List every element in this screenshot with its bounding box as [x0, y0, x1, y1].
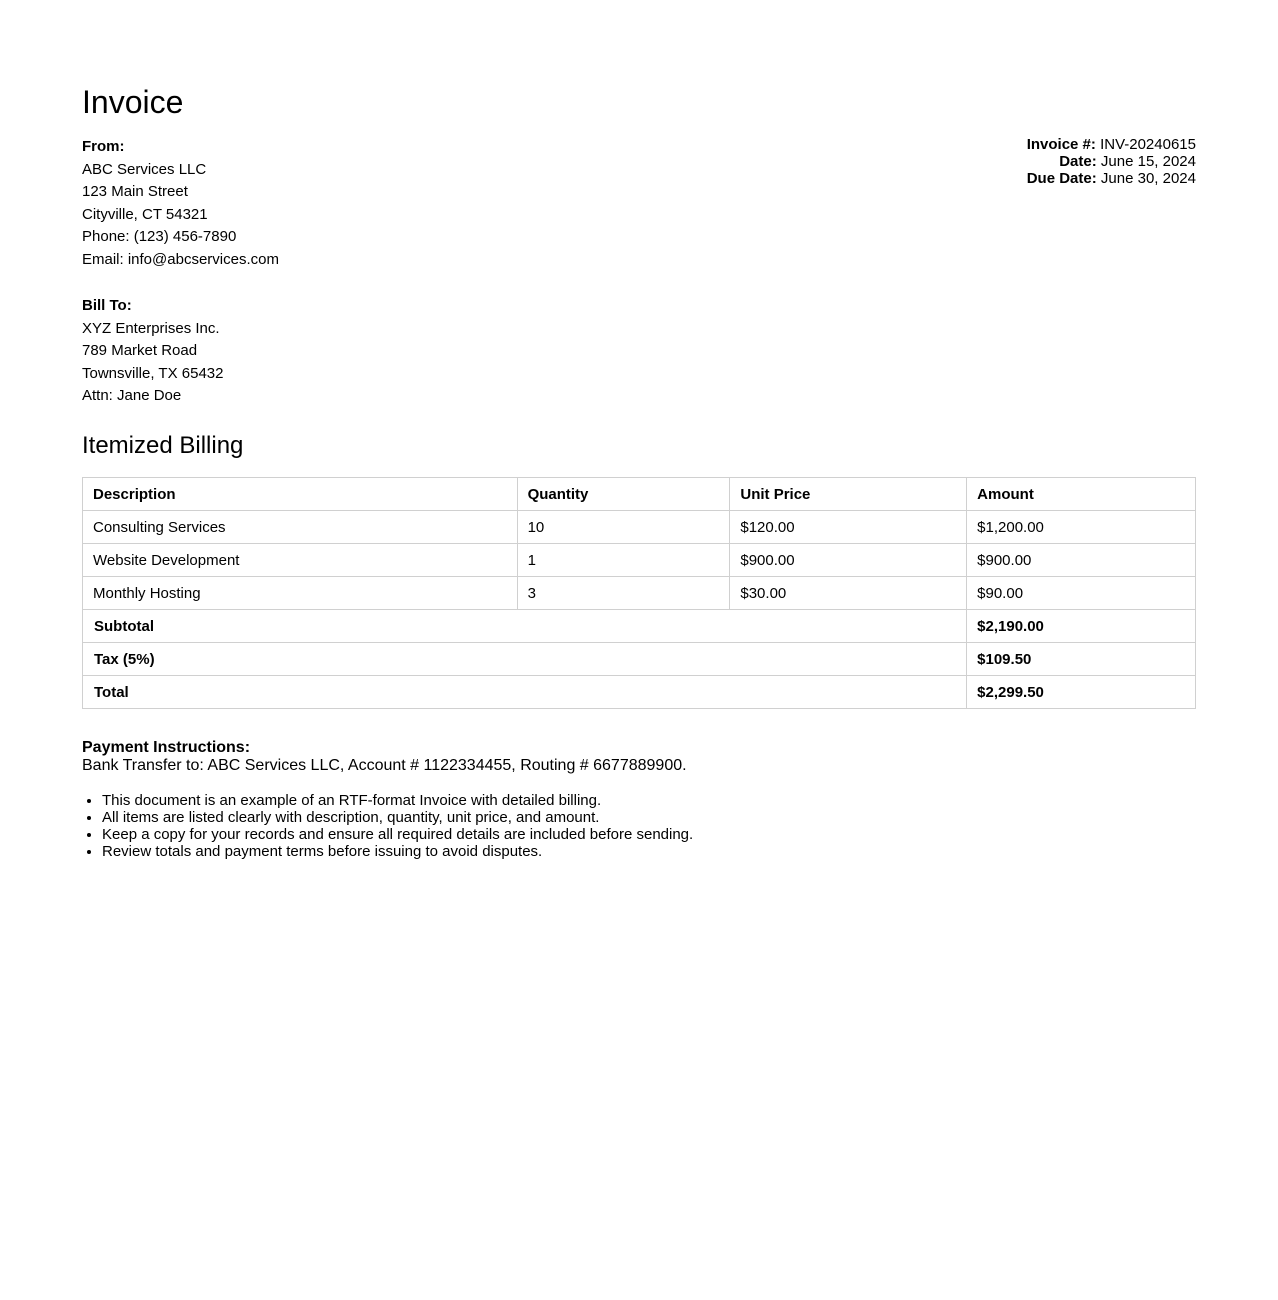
from-heading: From:: [82, 138, 125, 155]
bill-to-attention: Attn: Jane Doe: [82, 387, 182, 404]
invoice-date-value: June 15, 2024: [1100, 153, 1196, 170]
list-item: • All items are listed clearly with description, quantity, unit price, and amount.: [102, 809, 693, 826]
invoice-number-value: INV-20240615: [1100, 136, 1196, 153]
due-date-value: June 30, 2024: [1100, 170, 1196, 187]
item-quantity: 10: [517, 511, 730, 544]
table-row: [83, 577, 1196, 610]
from-city: Cityville, CT 54321: [82, 205, 208, 223]
item-quantity: 1: [517, 544, 730, 577]
item-unit-price: $30.00: [730, 577, 967, 610]
page-title: Invoice: [82, 84, 184, 120]
item-description: Website Development: [83, 544, 518, 577]
due-date-row: [1027, 170, 1196, 187]
item-amount: $1,200.00: [967, 511, 1196, 544]
invoice-date-label: Date:: [1059, 153, 1097, 170]
table-row: [83, 544, 1196, 577]
item-description: Monthly Hosting: [83, 577, 518, 610]
table-header-row: [83, 478, 1196, 511]
invoice-meta: [1027, 136, 1196, 187]
itemized-billing-title: Itemized Billing: [82, 432, 244, 459]
due-date-label: Due Date:: [1026, 170, 1097, 187]
payment-instructions: [82, 739, 687, 775]
subtotal-label: Subtotal: [83, 610, 967, 643]
tax-row: [83, 643, 1196, 676]
list-item: • Review totals and payment terms before issuing to avoid disputes.: [102, 843, 693, 860]
payment-text: Bank Transfer to: ABC Services LLC, Account # 1122334455, Routing # 6677889900.: [82, 757, 687, 774]
item-description: Consulting Services: [83, 511, 518, 544]
invoice-number-label: Invoice #:: [1026, 136, 1096, 153]
total-value: $2,299.50: [967, 676, 1196, 709]
total-label: Total: [83, 676, 967, 709]
from-street: 123 Main Street: [82, 183, 188, 200]
subtotal-row: [83, 610, 1196, 643]
invoice-date-row: [1027, 153, 1196, 170]
list-item: • This document is an example of an RTF-format Invoice with detailed billing.: [102, 792, 693, 809]
from-phone: Phone: (123) 456-7890: [82, 228, 237, 245]
item-unit-price: $120.00: [730, 511, 967, 544]
list-item: • Keep a copy for your records and ensure all required details are included before sending.: [102, 826, 693, 843]
payment-heading: Payment Instructions:: [82, 739, 251, 756]
tax-label: Tax (5%): [83, 643, 967, 676]
bill-to-heading: Bill To:: [82, 297, 132, 314]
item-quantity: 3: [517, 577, 730, 610]
bill-to-street: 789 Market Road: [82, 342, 198, 359]
from-email: Email: info@abcservices.com: [82, 250, 279, 268]
table-row: [83, 511, 1196, 544]
item-unit-price: $900.00: [730, 544, 967, 577]
bill-to-block: [82, 295, 223, 408]
column-header-amount: Amount: [967, 478, 1196, 511]
subtotal-value: $2,190.00: [967, 610, 1196, 643]
total-row: [83, 676, 1196, 709]
from-company: ABC Services LLC: [82, 160, 207, 178]
bill-to-company: XYZ Enterprises Inc.: [82, 319, 220, 337]
from-block: [82, 136, 279, 271]
billing-table: [82, 477, 1196, 709]
column-header-quantity: Quantity: [517, 478, 730, 511]
item-amount: $90.00: [967, 577, 1196, 610]
notes-list: [82, 792, 693, 860]
column-header-description: Description: [83, 478, 518, 511]
invoice-number-row: [1027, 136, 1196, 153]
column-header-unit-price: Unit Price: [730, 478, 967, 511]
bill-to-city: Townsville, TX 65432: [82, 364, 224, 382]
item-amount: $900.00: [967, 544, 1196, 577]
tax-value: $109.50: [967, 643, 1196, 676]
